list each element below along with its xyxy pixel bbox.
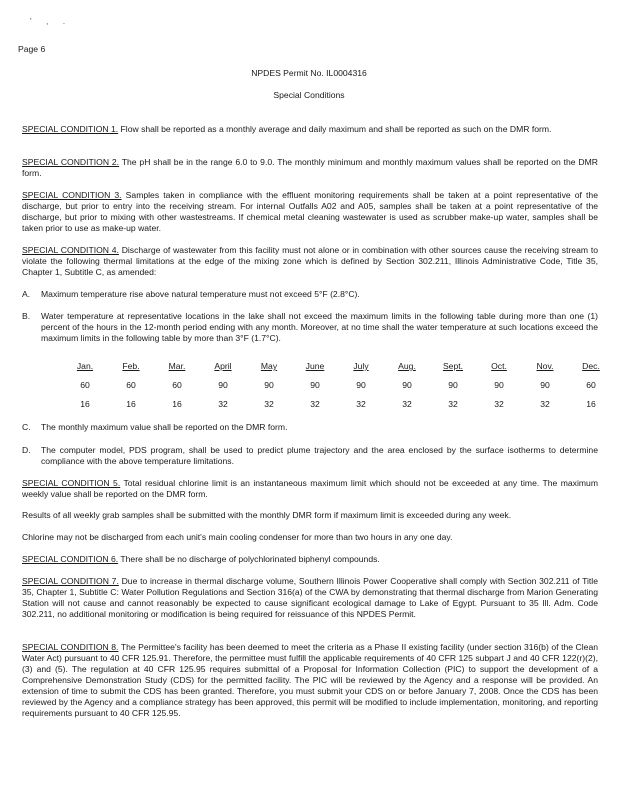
table-cell: 16	[586, 399, 596, 409]
special-condition-3	[22, 190, 598, 234]
condition-text: There shall be no discharge of polychlorinated biphenyl compounds.	[118, 554, 380, 564]
month-header: May	[260, 361, 278, 371]
condition-label: SPECIAL CONDITION 7.	[22, 576, 119, 586]
special-condition-5	[22, 478, 598, 500]
condition-text: Due to increase in thermal discharge volume, Southern Illinois Power Cooperative shall comply with Section 302.211 of Title 35, Chapter 1, Subtitle C: Water Pollution Regulations and Section 316(a) of the CWA by demonstrating that thermal discharge from Marion Generating Station will not cause and cannot reasonably be expected to cause significant ecological damage to Lake of Egypt. Pursuant to 35 Ill. Adm. Code 302.211, no additional monitoring or modification is being required for reissuance of this NPDES Permit.	[22, 576, 598, 619]
table-cell: 32	[218, 399, 228, 409]
scan-marks: ' , .	[30, 16, 72, 26]
special-condition-6	[22, 554, 598, 565]
table-cell: 32	[448, 399, 458, 409]
month-header: Nov.	[536, 361, 554, 371]
table-cell: 32	[402, 399, 412, 409]
special-condition-8	[22, 642, 598, 719]
condition-text: Discharge of wastewater from this facility must not alone or in combination with other sources cause the receiving stream to violate the following thermal limitations at the edge of the mixing zone which is defined by Section 302.211, Illinois Administrative Code, Title 35, Chapter 1, Subtitle C, as amended:	[22, 245, 598, 277]
page-number: Page 6	[18, 44, 46, 54]
month-header: July	[353, 361, 369, 371]
condition-text: The pH shall be in the range 6.0 to 9.0. The monthly minimum and monthly maximum values shall be reported on the DMR form.	[22, 157, 598, 178]
item-label: B.	[22, 311, 31, 321]
permit-number: NPDES Permit No. IL0004316	[251, 68, 367, 78]
table-header-row	[62, 357, 614, 376]
condition-4-item-c	[22, 422, 598, 433]
month-header: April	[214, 361, 232, 371]
month-header: Mar.	[168, 361, 186, 371]
month-header: June	[305, 361, 325, 371]
condition-4-item-b	[22, 311, 598, 344]
condition-4-item-a	[22, 289, 598, 300]
table-cell: 60	[80, 380, 90, 390]
item-text: Maximum temperature rise above natural temperature must not exceed 5°F (2.8°C).	[41, 289, 360, 299]
special-condition-1	[22, 124, 598, 135]
table-row-fahrenheit	[62, 376, 614, 395]
item-text: Water temperature at representative locations in the lake shall not exceed the maximum limits in the following table during more than one (1) percent of the hours in the 12-month period ending with any month. Moreover, at no time shall the water temperature at such locations exceed the maximum limits in the following table by more than 3°F (1.7°C).	[41, 311, 598, 343]
month-header: Dec.	[582, 361, 600, 371]
item-label: C.	[22, 422, 31, 432]
table-cell: 90	[356, 380, 366, 390]
item-text: The computer model, PDS program, shall be used to predict plume trajectory and the area enclosed by the surface isotherms to determine compliance with the above temperature limitations.	[41, 445, 598, 466]
table-cell: 90	[264, 380, 274, 390]
temperature-limits-table	[62, 357, 614, 414]
condition-label: SPECIAL CONDITION 8.	[22, 642, 119, 652]
table-cell: 32	[540, 399, 550, 409]
month-header: Sept.	[442, 361, 464, 371]
special-condition-4	[22, 245, 598, 278]
special-condition-7	[22, 576, 598, 620]
condition-label: SPECIAL CONDITION 5.	[22, 478, 121, 488]
month-header: Oct.	[491, 361, 507, 371]
condition-label: SPECIAL CONDITION 1.	[22, 124, 119, 134]
table-cell: 90	[540, 380, 550, 390]
condition-5-results-note: Results of all weekly grab samples shall be submitted with the monthly DMR form if maximum limit is exceeded during any week.	[22, 510, 512, 520]
condition-label: SPECIAL CONDITION 3.	[22, 190, 122, 200]
table-cell: 90	[448, 380, 458, 390]
condition-label: SPECIAL CONDITION 4.	[22, 245, 119, 255]
condition-label: SPECIAL CONDITION 2.	[22, 157, 120, 167]
item-text: The monthly maximum value shall be reported on the DMR form.	[41, 422, 288, 432]
condition-text: Flow shall be reported as a monthly average and daily maximum and shall be reported as such on the DMR form.	[118, 124, 552, 134]
month-header: Feb.	[122, 361, 140, 371]
table-cell: 90	[494, 380, 504, 390]
table-cell: 16	[172, 399, 182, 409]
condition-text: Samples taken in compliance with the effluent monitoring requirements shall be taken at a point representative of the discharge, but prior to entry into the receiving stream. For internal Outfalls A02 and A05, samples shall be taken at a point representative of the discharge, but prior to mixing with other wastestreams. If chemical metal cleaning wastewater is used as scrubber make-up water, samples shall be taken prior to use as make-up water.	[22, 190, 598, 233]
condition-label: SPECIAL CONDITION 6.	[22, 554, 119, 564]
table-cell: 16	[126, 399, 136, 409]
table-cell: 16	[80, 399, 90, 409]
item-label: A.	[22, 289, 31, 299]
condition-4-item-d	[22, 445, 598, 467]
table-cell: 32	[494, 399, 504, 409]
special-condition-2	[22, 157, 598, 179]
page-subtitle: Special Conditions	[273, 90, 345, 100]
table-cell: 32	[356, 399, 366, 409]
condition-text: Total residual chlorine limit is an instantaneous maximum limit which should not be exceeded at any time. The maximum weekly value shall be reported on the DMR form.	[22, 478, 598, 499]
item-label: D.	[22, 445, 31, 455]
table-cell: 90	[310, 380, 320, 390]
month-header: Jan.	[76, 361, 94, 371]
table-cell: 60	[126, 380, 136, 390]
month-header: Aug.	[398, 361, 416, 371]
condition-text: The Permittee's facility has been deemed to meet the criteria as a Phase II existing facility (under section 316(b) of the Clean Water Act) pursuant to 40 CFR 125.91. Therefore, the permittee must fulfill the applicable requirements of 40 CFR 125 subpart J and 40 CFR 122(r)(2), (3) and (5). The regulation at 40 CFR 125.95 requires submittal of a Proposal for Information Collection (PIC) to support the development of a Comprehensive Demonstration Study (CDS) for the permitted facility. The PIC will be reviewed by the Agency and a response will be provided. An extension of time to submit the CDS has been granted. Therefore, you must submit your CDS on or before January 7, 2008. Once the CDS has been reviewed by the Agency and a compliance strategy has been approved, this permit will be modified to include implementation, monitoring, and reporting requirements pursuant to 40 CFR 125.95.	[22, 642, 598, 718]
table-cell: 32	[310, 399, 320, 409]
table-cell: 90	[218, 380, 228, 390]
condition-5-chlorine-note: Chlorine may not be discharged from each unit's main cooling condenser for more than two hours in any one day.	[22, 532, 453, 542]
table-cell: 90	[402, 380, 412, 390]
table-row-celsius	[62, 395, 614, 414]
table-cell: 60	[172, 380, 182, 390]
table-cell: 32	[264, 399, 274, 409]
table-cell: 60	[586, 380, 596, 390]
